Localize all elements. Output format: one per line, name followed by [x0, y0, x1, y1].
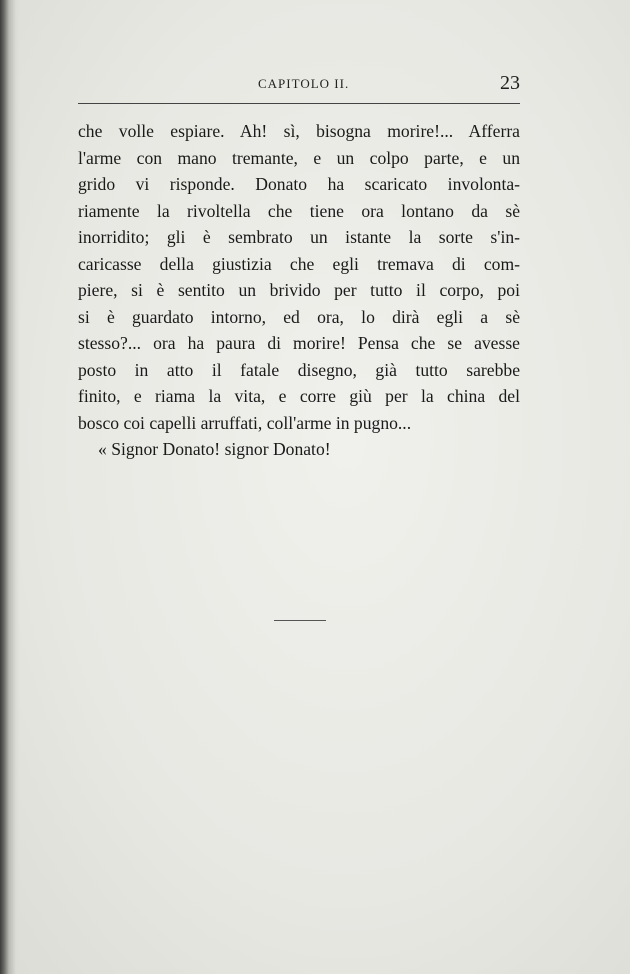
- running-head: CAPITOLO II.: [258, 76, 350, 91]
- body-text: [78, 118, 520, 463]
- header-rule: [78, 103, 520, 104]
- text-line: inorridito; gli è sembrato un istante la sorte s'in-: [78, 227, 520, 247]
- text-line: caricasse della giustizia che egli tremava di com-: [78, 253, 520, 274]
- text-line: grido vi risponde. Donato ha scaricato involonta-: [78, 174, 520, 194]
- section-end-rule: [274, 620, 326, 621]
- text-line: si è guardato intorno, ed ora, lo dirà egli a sè: [78, 306, 520, 327]
- text-line: riamente la rivoltella che tiene ora lontano da sè: [78, 200, 520, 221]
- dialogue-line: « Signor Donato! signor Donato!: [98, 439, 331, 459]
- page-number: 23: [500, 72, 520, 94]
- text-line: stesso?... ora ha paura di morire! Pensa che se avesse: [78, 333, 520, 353]
- text-line: bosco coi capelli arruffati, coll'arme in pugno...: [78, 412, 412, 433]
- text-line: che volle espiare. Ah! sì, bisogna morire!... Afferra: [78, 121, 520, 141]
- text-line: piere, si è sentito un brivido per tutto il corpo, poi: [78, 280, 520, 300]
- text-line: posto in atto il fatale disegno, già tutto sarebbe: [78, 359, 520, 380]
- text-line: finito, e riama la vita, e corre giù per la china del: [78, 386, 520, 406]
- page-header: [78, 72, 520, 98]
- text-line: l'arme con mano tremante, e un colpo parte, e un: [78, 147, 520, 168]
- page-binding-edge: [0, 0, 20, 974]
